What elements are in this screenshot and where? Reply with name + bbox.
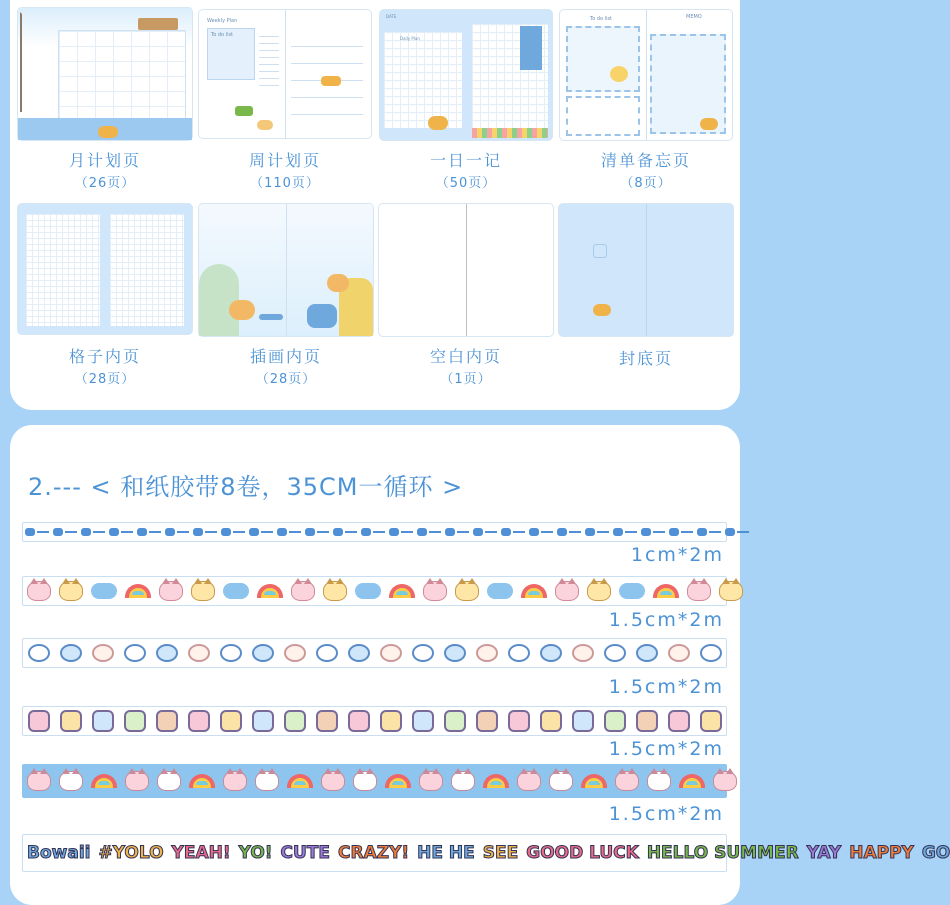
tape-motif [679,774,705,788]
weekly-plan-label: Weekly Plan [207,18,238,24]
tape-sticker-word: CUTE [280,843,331,863]
tape-sticker-word: GO [921,843,950,863]
tape-motif [443,527,471,537]
tape-motif [695,527,723,537]
tape-motif [508,644,530,662]
tape-motif [387,527,415,537]
tape-motif [647,771,671,791]
card-page-count: （1页） [440,372,492,387]
card-page-count: （50页） [435,176,497,191]
tape-motif [28,710,50,732]
tape-motif [51,527,79,537]
tape-sticker-word: YO! [238,843,273,863]
tape-motif [604,644,626,662]
tape-motif [483,774,509,788]
blank-thumbnail [379,204,553,336]
tape-motif [59,771,83,791]
tape-motif [252,710,274,732]
tape-motif [653,584,679,598]
card-title: 周计划页 [248,151,321,170]
date-label: DATE [386,14,397,19]
card-title: 一日一记 [429,151,502,170]
washi-tape-4 [22,706,727,736]
tape-motif [476,710,498,732]
tape-motif [723,527,751,537]
tape-size-label: 1.5cm*2m [608,609,724,631]
tape-motif [124,710,146,732]
tape-motif [455,581,479,601]
tape-motif [572,644,594,662]
tape-motif [508,710,530,732]
tape-motif [444,710,466,732]
back-cover-thumbnail [559,204,733,336]
tape-motif [188,644,210,662]
tape-sticker-word: HAPPY [849,843,914,863]
tape-motif [252,644,274,662]
tape-motif [125,771,149,791]
tape-motif [700,644,722,662]
tape-motif [156,710,178,732]
tape-motif [92,644,114,662]
tape-motif [287,774,313,788]
tape-motif [487,583,513,599]
tape-motif [380,644,402,662]
tape-motif [668,644,690,662]
tape-motif [125,584,151,598]
tape-motif [59,581,83,601]
tape-motif [587,581,611,601]
card-page-count: （28页） [74,372,136,387]
card-title: 封底页 [618,349,673,368]
card-title: 格子内页 [68,347,141,366]
tape-motif [91,583,117,599]
tape-sticker-word: #YOLO [98,843,164,863]
tape-motif [389,584,415,598]
tape-motif [604,710,626,732]
tape-motif [284,644,306,662]
tape-motif [359,527,387,537]
tape-size-label: 1cm*2m [630,544,724,566]
grid-thumbnail [18,204,192,334]
tape-motif [223,771,247,791]
tape-section-heading: 2.--- < 和纸胶带8卷，35CM一循环 > [28,473,464,501]
tape-motif [476,644,498,662]
tape-motif [220,644,242,662]
tape-motif [159,581,183,601]
tape-motif [27,771,51,791]
card-page-count: （26页） [74,176,136,191]
tape-motif [499,527,527,537]
tape-sticker-word: CRAZY! [338,843,410,863]
tape-motif [611,527,639,537]
tape-motif [255,771,279,791]
tape-motif [124,644,146,662]
tape-motif [719,581,743,601]
tape-motif [572,710,594,732]
to-do-list-label: To do list [211,32,234,38]
tape-motif [687,581,711,601]
card-title: 空白内页 [429,347,502,366]
tape-motif [527,527,555,537]
tape-motif [444,644,466,662]
tape-motif [191,527,219,537]
tape-motif [583,527,611,537]
tape-motif [257,584,283,598]
tape-motif [353,771,377,791]
tape-motif [412,644,434,662]
tape-motif [163,527,191,537]
weekly-thumbnail [199,10,371,138]
tape-sticker-word: SEE [482,843,519,863]
tape-motif [275,527,303,537]
tape-motif [380,710,402,732]
tape-motif [581,774,607,788]
tape-motif [521,584,547,598]
tape-size-label: 1.5cm*2m [608,803,724,825]
washi-tape-2 [22,576,727,606]
tape-motif [223,583,249,599]
card-page-count: （28页） [255,372,317,387]
card-page-count: （8页） [620,176,672,191]
tape-motif [639,527,667,537]
washi-tape-5 [22,764,727,798]
tape-motif [619,583,645,599]
washi-tape-6 [22,834,950,872]
tape-motif [303,527,331,537]
tape-sticker-word: Bowaii [27,843,91,863]
tape-motif [415,527,443,537]
tape-motif [220,710,242,732]
card-title: 插画内页 [249,347,322,366]
tape-motif [419,771,443,791]
tape-motif [471,527,499,537]
tape-motif [91,774,117,788]
tape-size-label: 1.5cm*2m [608,738,724,760]
tape-motif [700,710,722,732]
tape-motif [135,527,163,537]
tape-size-label: 1.5cm*2m [608,676,724,698]
monthly-thumbnail [18,8,192,140]
washi-tape-3 [22,638,727,668]
daily-thumbnail [380,10,552,140]
tape-motif [321,771,345,791]
tape-motif [555,527,583,537]
tape-motif [291,581,315,601]
tape-sticker-word: YAY [806,843,842,863]
tape-motif [284,710,306,732]
tape-motif [247,527,275,537]
tape-motif [23,527,51,537]
tape-motif [636,644,658,662]
tape-motif [540,644,562,662]
tape-motif [188,710,210,732]
tape-sticker-word: GOOD LUCK [526,843,639,863]
illustration-thumbnail [199,204,373,336]
tape-motif [451,771,475,791]
tape-motif [348,710,370,732]
tape-motif [549,771,573,791]
tape-motif [540,710,562,732]
tape-motif [189,774,215,788]
tape-motif [60,644,82,662]
tape-motif [636,710,658,732]
tape-motif [28,644,50,662]
tape-sticker-word: HE HE [417,843,475,863]
tape-motif [385,774,411,788]
daily-plan-label: Daily Plan [400,36,420,41]
tape-motif [423,581,447,601]
tape-motif [79,527,107,537]
tape-motif [316,644,338,662]
tape-motif [316,710,338,732]
tape-motif [156,644,178,662]
tape-motif [412,710,434,732]
tape-motif [323,581,347,601]
card-title: 月计划页 [68,151,141,170]
tape-motif [355,583,381,599]
tape-motif [713,771,737,791]
tape-sticker-word: YEAH! [171,843,231,863]
tape-motif [27,581,51,601]
card-title: 清单备忘页 [600,151,691,170]
checklist-thumbnail [560,10,732,140]
tape-motif [157,771,181,791]
tape-motif [107,527,135,537]
tape-motif [517,771,541,791]
tape-sticker-word: HELLO SUMMER [646,843,799,863]
tape-motif [219,527,247,537]
tape-motif [615,771,639,791]
tape-motif [191,581,215,601]
tape-motif [60,710,82,732]
tape-motif [555,581,579,601]
memo-label: MEMO [686,14,702,20]
to-do-list-label: To do list [590,16,613,22]
tape-motif [331,527,359,537]
card-page-count: （110页） [250,176,320,191]
tape-motif [348,644,370,662]
tape-motif [92,710,114,732]
washi-tape-1 [22,522,727,542]
tape-motif [667,527,695,537]
tape-motif [668,710,690,732]
